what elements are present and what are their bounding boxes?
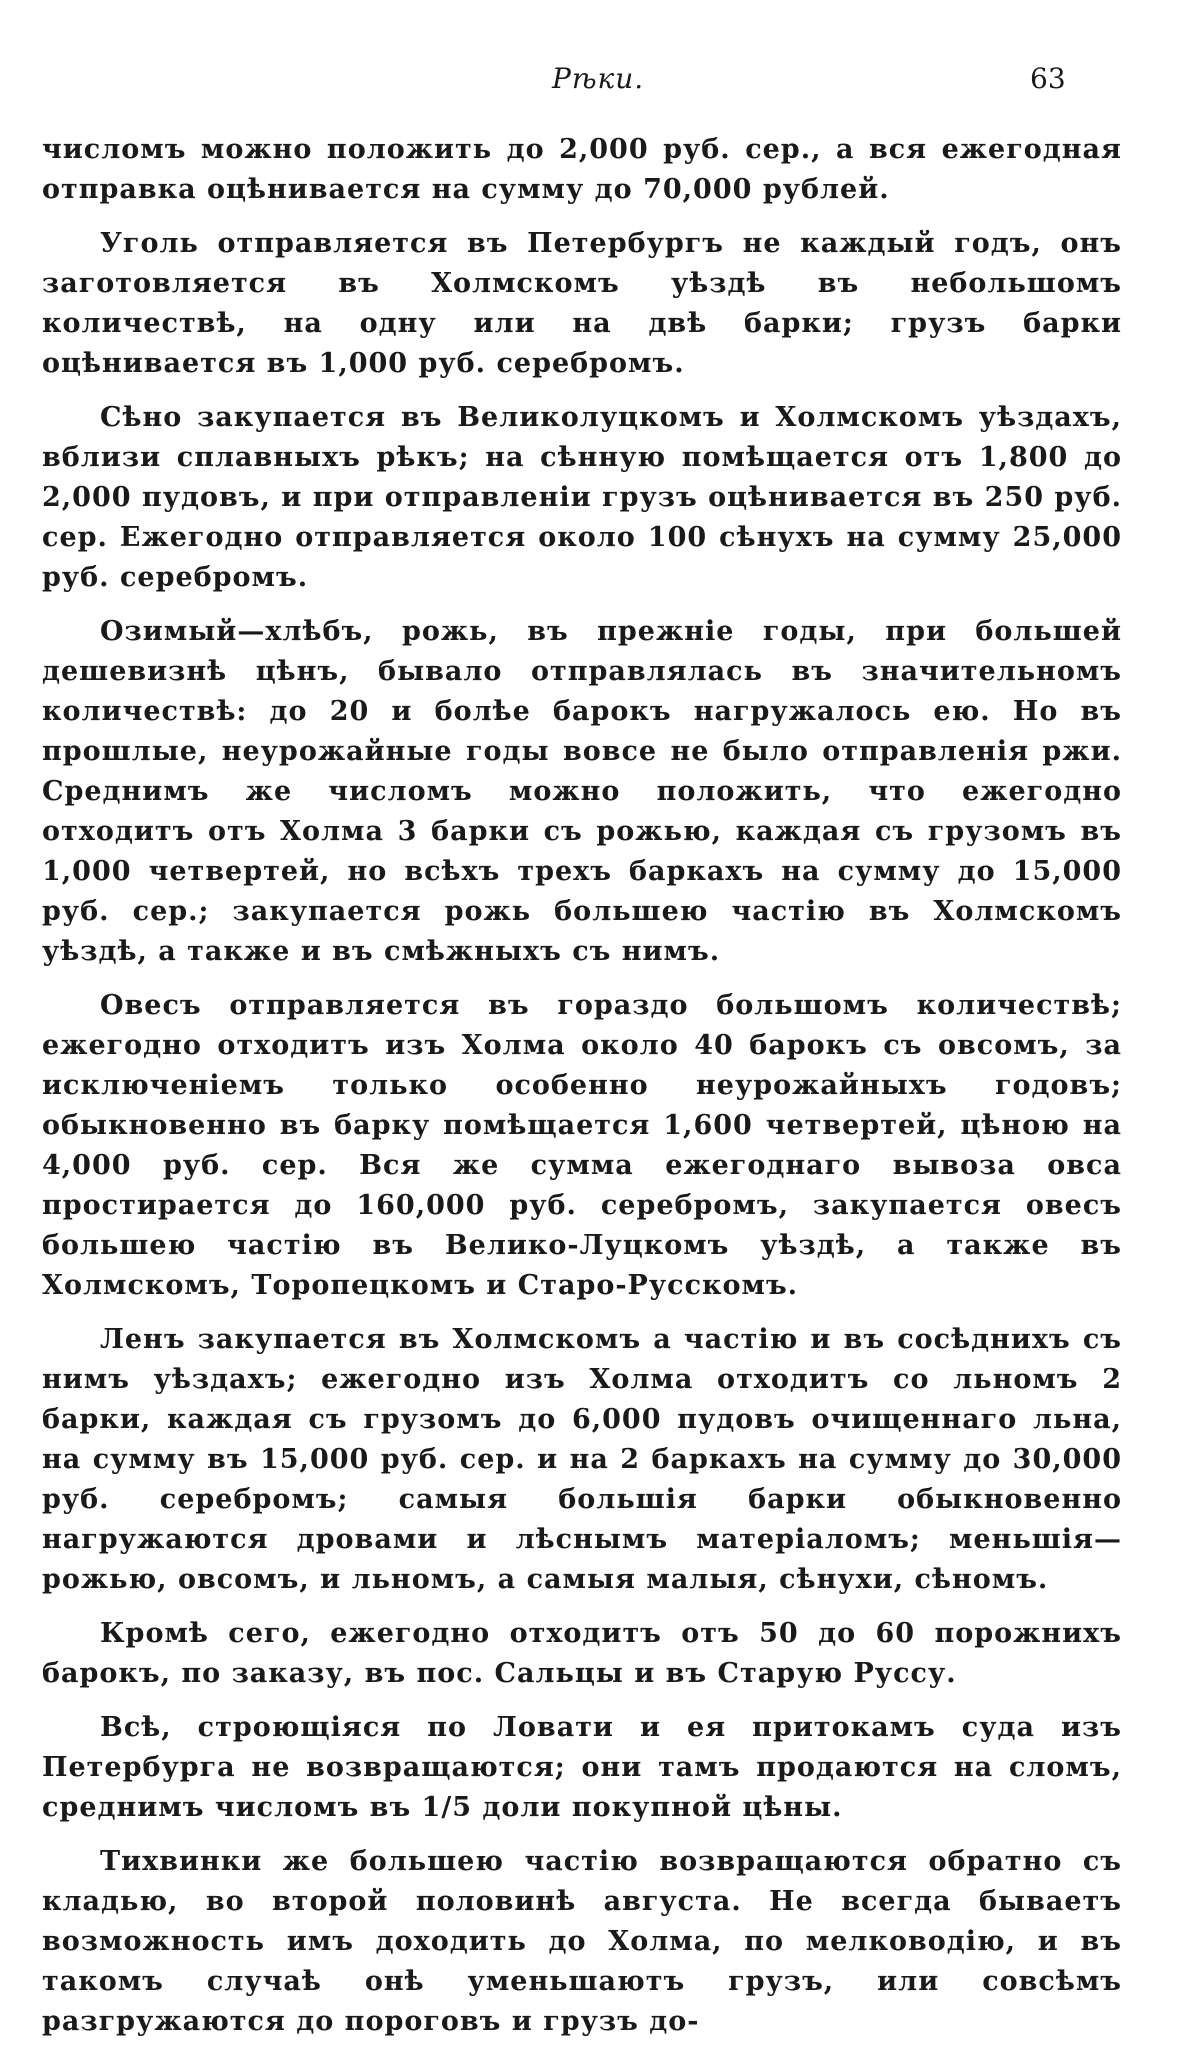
page-number: 63 [1030, 62, 1066, 95]
paragraph-rye: Озимый—хлѣбъ, рожь, въ прежніе годы, при большей дешевизнѣ цѣнъ, бывало отправлялась въ значительномъ количествѣ: до 20 и болѣе барокъ нагружалось ею. Но въ прошлые, неурожайные годы вовсе не было отправленія ржи. Среднимъ же числомъ можно положить, что ежегодно отходитъ отъ Холма 3 барки съ рожью, каждая съ грузомъ въ 1,000 четвертей, но всѣхъ трехъ баркахъ на сумму до 15,000 руб. сер.; закупается рожь большею частію въ Холмскомъ уѣздѣ, а также и въ смѣжныхъ съ нимъ. [42, 616, 1122, 967]
running-title: Рѣки. [552, 62, 645, 95]
paragraph-coal: Уголь отправляется въ Петербургъ не каждый годъ, онъ заготовляется въ Холмскомъ уѣздѣ въ небольшомъ количествѣ, на одну или на двѣ барки; грузъ барки оцѣнивается въ 1,000 руб. серебромъ. [42, 228, 1122, 379]
paragraph-flax: Ленъ закупается въ Холмскомъ а частію и въ сосѣднихъ съ нимъ уѣздахъ; ежегодно изъ Холма отходитъ со льномъ 2 барки, каждая съ грузомъ до 6,000 пудовъ очищеннаго льна, на сумму въ 15,000 руб. сер. и на 2 баркахъ на сумму до 30,000 руб. серебромъ; самыя большія барки обыкновенно нагружаются дровами и лѣснымъ матеріаломъ; меньшія—рожью, овсомъ, и льномъ, а самыя малыя, сѣнухи, сѣномъ. [42, 1324, 1122, 1595]
paragraph-1: числомъ можно положить до 2,000 руб. сер., а вся ежегодная отправка оцѣнивается на сумму до 70,000 рублей. [42, 134, 1122, 205]
paragraph-vessels: Всѣ, строющіяся по Ловати и ея притокамъ суда изъ Петербурга не возвращаются; они тамъ продаются на сломъ, среднимъ числомъ въ 1/5 доли покупной цѣны. [42, 1712, 1122, 1823]
page-header [0, 62, 1200, 102]
body-text [42, 130, 1122, 2056]
paragraph-empty-barges: Кромѣ сего, ежегодно отходитъ отъ 50 до 60 порожнихъ барокъ, по заказу, въ пос. Сальцы и въ Старую Руссу. [42, 1618, 1122, 1689]
paragraph-hay: Сѣно закупается въ Великолуцкомъ и Холмскомъ уѣздахъ, вблизи сплавныхъ рѣкъ; на сѣнную помѣщается отъ 1,800 до 2,000 пудовъ, и при отправленіи грузъ оцѣнивается въ 250 руб. сер. Ежегодно отправляется около 100 сѣнухъ на сумму 25,000 руб. серебромъ. [42, 402, 1122, 593]
paragraph-tikhvinki: Тихвинки же большею частію возвращаются обратно съ кладью, во второй половинѣ августа. Не всегда бываетъ возможность имъ доходить до Холма, по мелководію, и въ такомъ случаѣ онѣ уменьшаютъ грузъ, или совсѣмъ разгружаются до пороговъ и грузъ до- [42, 1846, 1122, 2037]
paragraph-oats: Овесъ отправляется въ гораздо большомъ количествѣ; ежегодно отходитъ изъ Холма около 40 барокъ съ овсомъ, за исключеніемъ только особенно неурожайныхъ годовъ; обыкновенно въ барку помѣщается 1,600 четвертей, цѣною на 4,000 руб. сер. Вся же сумма ежегоднаго вывоза овса простирается до 160,000 руб. серебромъ, закупается овесъ большею частію въ Велико-Луцкомъ уѣздѣ, а также въ Холмскомъ, Торопецкомъ и Старо-Русскомъ. [42, 990, 1122, 1301]
